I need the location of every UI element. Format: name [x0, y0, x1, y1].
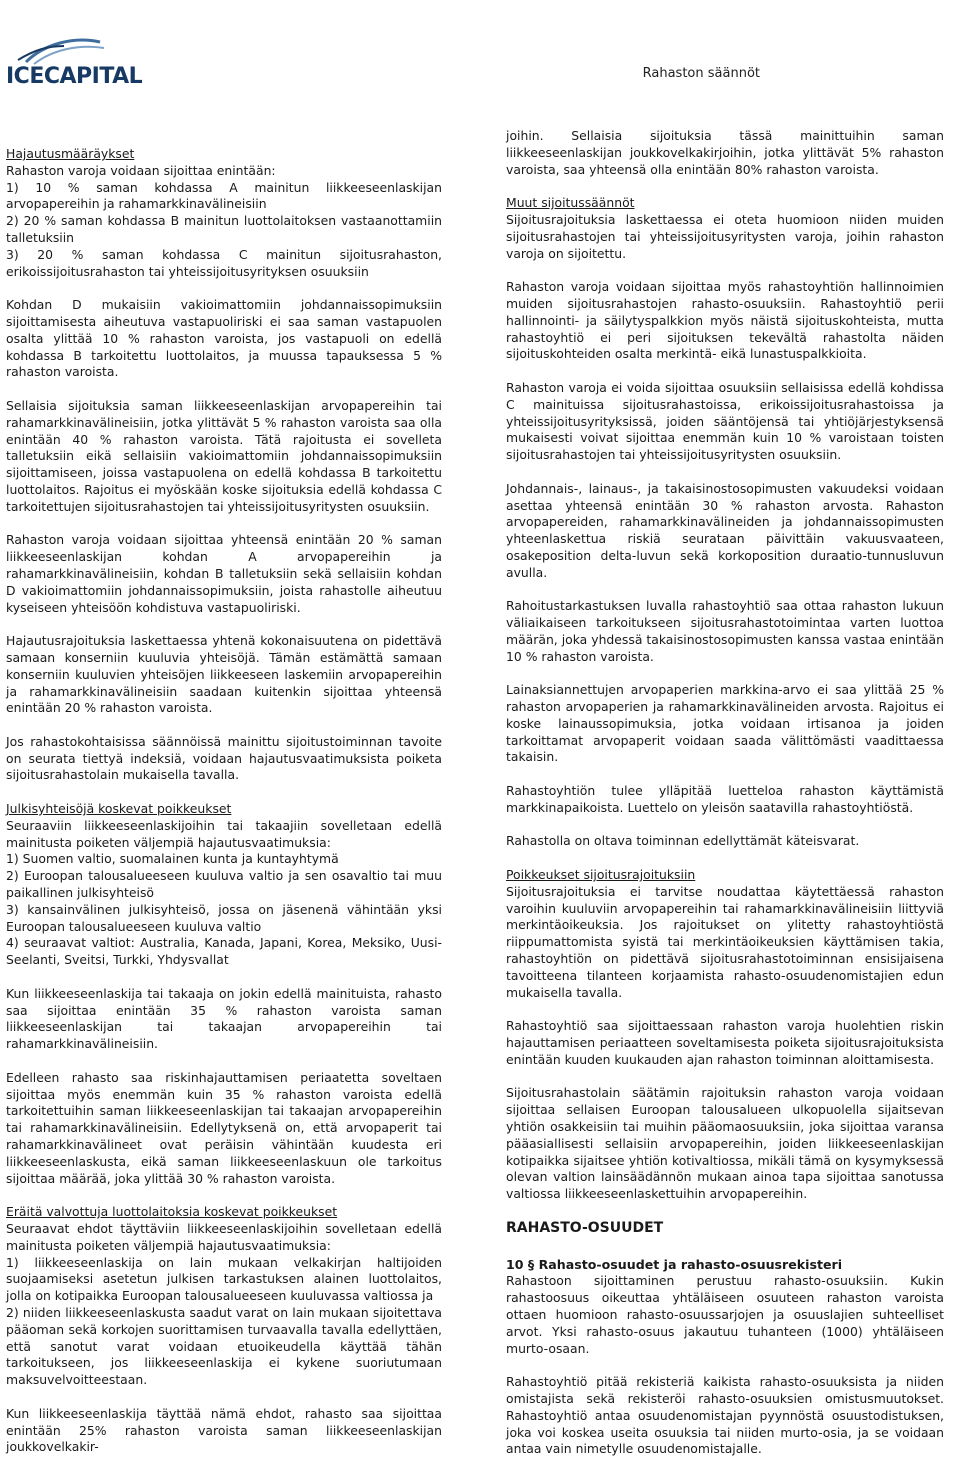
paragraph: Lainaksiannettujen arvopaperien markkina-arvo ei saa ylittää 25 % rahaston arvopaperien ja rahamarkkinavälineiden arvosta. Rajoitus ei koske lainaussopimuksia, jotka voidaan irtisanoa ja joiden tarkoittamat arvopaperit voidaan saada välittömästi vaadittaessa takaisin.	[506, 682, 944, 765]
right-column	[506, 128, 944, 1458]
section-heading: Poikkeukset sijoitusrajoituksiin	[506, 867, 696, 883]
list-item: Seuraaviin liikkeeseenlaskijoihin tai takaajiin sovelletaan edellä mainitusta poiketen väljempiä hajautusvaatimuksia:	[6, 817, 442, 850]
logo-waves-icon	[4, 34, 132, 68]
logo-wordmark: ICECAPITAL	[6, 64, 143, 89]
paragraph: Kun liikkeeseenlaskija täyttää nämä ehdot, rahasto saa sijoittaa enintään 25% rahaston varoista saman liikkeeseenlaskijan joukkovelkakir-	[6, 1405, 442, 1455]
diversification-block	[6, 146, 442, 280]
section-title: RAHASTO-OSUUDET	[506, 1219, 664, 1236]
section-heading: Muut sijoitussäännöt	[506, 195, 635, 211]
paragraph: Rahastoyhtiön tulee ylläpitää luetteloa rahaston käyttämistä markkinapaikoista. Luettelo on yleisön saatavilla rahastoyhtiöstä.	[506, 783, 944, 815]
list-item: Seuraavat ehdot täyttäviin liikkeeseenlaskijoihin sovelletaan edellä mainitusta poiketen väljempiä hajautusvaatimuksia:	[6, 1221, 442, 1253]
paragraph: Rahaston varoja voidaan sijoittaa yhteensä enintään 20 % saman liikkeeseenlaskijan kohdan A arvopapereihin ja rahamarkkinavälineisiin, kohdan B talletuksiin sekä sellaisiin kohdan D vakioimattomiin johdannaissopimuksiin, joista rahastolle aiheutuu kyseiseen yhteisöön kohdistuva vastapuoliriski.	[6, 532, 442, 615]
section-heading: Hajautusmääräykset	[6, 146, 135, 161]
other-rules-block	[506, 195, 944, 262]
paragraph: Kun liikkeeseenlaskija tai takaaja on jokin edellä mainituista, rahasto saa sijoittaa enintään 35 % rahaston varoista saman liikkeeseenlaskijan tai takaajan arvopapereihin tai rahamarkkinavälineisiin.	[6, 985, 442, 1052]
paragraph: Sijoitusrajoituksia laskettaessa ei oteta huomioon niiden muiden sijoitusrahastojen tai yhteissijoitusyritysten varoja, joihin rahaston varoja on sijoitettu.	[506, 211, 944, 261]
paragraph: Sijoitusrajoituksia ei tarvitse noudattaa käytettäessä rahaston varoihin kuuluviin arvopapereihin tai rahamarkkinavälineisiin liittyviä merkintäoikeuksia. Jos rajoitukset on ylitetty rahastoyhtiöstä riippumattomista syistä tai merkintäoikeuksien käyttämisen takia, rahastoyhtiön on pidettävä sijoitusrahastotoiminnan ensisijaisena tavoitteena tilanteen korjaamista rahasto-osuudenomistajien edun mukaisella tavalla.	[506, 883, 944, 1000]
paragraph: Rahaston varoja ei voida sijoittaa osuuksiin sellaisissa edellä kohdissa C mainituissa sijoitusrahastoissa, erikoissijoitusrahastoissa ja yhteissijoitusyrityksissä, joiden sääntöjensä tai yhtiöjärjestyksensä mukaisesti voivat sijoittaa enemmän kuin 10 % varoistaan toisten sijoitusrahastojen tai yhteissijoitusyritysten osuuksiin.	[506, 379, 944, 463]
paragraph: Rahastolla on oltava toiminnan edellyttämät käteisvarat.	[506, 833, 860, 849]
list-item: 1) liikkeeseenlaskija on lain mukaan velkakirjan haltijoiden suojaamiseksi asetetun julkisen tarkastuksen alainen luottolaitos, jolla on kotipaikka Euroopan talousalueeseen kuuluvassa valtiossa ja	[6, 1254, 442, 1304]
list-item: 1) Suomen valtio, suomalainen kunta ja kuntayhtymä	[6, 851, 339, 867]
paragraph: Sellaisia sijoituksia saman liikkeeseenlaskijan arvopapereihin tai rahamarkkinavälineisiin, jotka ylittävät 5 % rahaston varoista saa olla enintään 40 % rahaston varoista. Tätä rajoitusta ei sovelleta talletuksiin eikä sellaisiin vakioimattomiin johdannaissopimuksiin sijoittamiseen, joissa vastapuolena on edellä kohdassa B tarkoitettu luottolaitos. Rajoitus ei myöskään koske sijoituksia edellä kohdassa C tarkoitettujen sijoitusrahastojen tai yhteissijoitusyritysten osuuksiin.	[6, 397, 442, 514]
left-column	[6, 146, 442, 1456]
document-title: Rahaston säännöt	[642, 66, 760, 81]
public-entities-block	[6, 801, 442, 969]
list-item: 1) 10 % saman kohdassa A mainitun liikkeeseenlaskijan arvopapereihin ja rahamarkkinavälineisiin	[6, 179, 442, 212]
paragraph: Rahastoyhtiö saa sijoittaessaan rahaston varoja huolehtien riskin hajauttamisen periaatteen soveltamisesta poiketa sijoitusrajoituksista enintään kuuden kuukauden ajan rahaston toiminnan aloittamisesta.	[506, 1018, 944, 1067]
credit-institutions-block	[6, 1204, 442, 1389]
section-heading: Julkisyhteisöjä koskevat poikkeukset	[6, 801, 232, 817]
exceptions-block	[506, 867, 944, 1001]
list-item: Rahaston varoja voidaan sijoittaa enintään:	[6, 162, 276, 178]
list-item: 2) 20 % saman kohdassa B mainitun luottolaitoksen vastaanottamiin talletuksiin	[6, 213, 442, 245]
subsection-title: 10 § Rahasto-osuudet ja rahasto-osuusrekisteri	[506, 1256, 843, 1272]
paragraph: joihin. Sellaisia sijoituksia tässä mainittuihin saman liikkeeseenlaskijan joukkovelkakirjoihin, jotka ylittävät 5% rahaston varoista, saa yhteensä olla enintään 80% rahaston varoista.	[506, 128, 944, 177]
list-item: 2) Euroopan talousalueeseen kuuluva valtio ja sen osavaltio tai muu paikallinen julkisyhteisö	[6, 868, 442, 901]
section-heading: Eräitä valvottuja luottolaitoksia koskevat poikkeukset	[6, 1204, 338, 1220]
paragraph: Rahaston varoja voidaan sijoittaa myös rahastoyhtiön hallinnoimien muiden sijoitusrahastojen rahasto-osuuksiin. Rahastoyhtiö perii hallinnointi- ja säilytyspalkkion myös näistä sijoituskohteista, mutta rahastoyhtiö ei peri sijoituksen tekevältä rahastolta näiden sijoituskohteiden osalta merkintä- eikä lunastuspalkkioita.	[506, 279, 944, 362]
list-item: 4) seuraavat valtiot: Australia, Kanada, Japani, Korea, Meksiko, Uusi-Seelanti, Sveitsi, Turkki, Yhdysvallat	[6, 935, 442, 968]
paragraph: Hajautusrajoituksia laskettaessa yhtenä kokonaisuutena on pidettävä samaan konserniin kuuluvia yhteisöjä. Tämän estämättä samaan konserniin kuuluvien yhteisöjen liikkeeseen laskemiin arvopapereihin ja rahamarkkinavälineisiin saadaan kuitenkin sijoittaa yhteensä enintään 20 % rahaston varoista.	[6, 633, 442, 716]
list-item: 2) niiden liikkeeseenlaskusta saadut varat on lain mukaan sijoitettava pääoman sekä korkojen suorittamisen turvaavalla tavalla edellyttäen, että sanotut varat voidaan etuoikeudella käyttää tähän tarkoitukseen, jos liikkeeseenlaskija ei kykene suoriutumaan maksuvelvoitteestaan.	[6, 1304, 442, 1388]
paragraph: Kohdan D mukaisiin vakioimattomiin johdannaissopimuksiin sijoittamisesta aiheutuva vastapuoliriski ei saa saman vastapuolen osalta ylittää 10 % rahaston varoista, jos vastapuoli on edellä kohdassa B tarkoitettu luottolaitos, ja muussa tapauksessa 5 % rahaston varoista.	[6, 297, 442, 380]
paragraph: Jos rahastokohtaisissa säännöissä mainittu sijoitustoiminnan tavoite on seurata tiettyä indeksiä, voidaan hajautusvaatimuksista poiketa sijoitusrahastolain mukaisella tavalla.	[6, 733, 442, 783]
paragraph: Sijoitusrahastolain säätämin rajoituksin rahaston varoja voidaan sijoittaa sellaisen Euroopan talousalueen ulkopuolella sijaitsevan yhtiön osakkeisiin tai muihin pääomaosuuksiin, joka sijoittaa varansa pääasiallisesti sellaisiin arvopapereihin, joiden liikkeeseenlaskijan kotipaikka sijaitsee yhtiön kotivaltiossa, mikäli tämä on kysymyksessä olevan valtion lainsäädännön mukaan ainoa tapa sijoittaa sanotussa valtiossa liikkeeseenlaskettuihin arvopapereihin.	[506, 1085, 944, 1202]
paragraph: Johdannais-, lainaus-, ja takaisinostosopimusten vakuudeksi voidaan asettaa yhteensä enintään 30 % rahaston arvosta. Rahaston arvopapereiden, rahamarkkinavälineiden ja johdannaissopimusten yhteenlaskettua riskiä seurataan päivittäin vakuusvaateen, osakeposition delta-luvun sekä korkoposition duraatio-tunnusluvun avulla.	[506, 480, 944, 580]
paragraph: Rahastoyhtiö pitää rekisteriä kaikista rahasto-osuuksista ja niiden omistajista sekä rekisteröi rahasto-osuuksien omistusmuutokset. Rahastoyhtiö antaa osuudenomistajan pyynnöstä osuustodistuksen, joka voi koskea useita osuuksia tai niiden murto-osia, ja se voidaan antaa vain nimetylle osuudenomistajalle.	[506, 1374, 944, 1457]
list-item: 3) kansainvälinen julkisyhteisö, jossa on jäsenenä vähintään yksi Euroopan talousalueeseen kuuluva valtio	[6, 901, 442, 934]
paragraph: Edelleen rahasto saa riskinhajauttamisen periaatetta soveltaen sijoittaa myös enemmän kuin 35 % rahaston varoista edellä tarkoitettuihin saman liikkeeseenlaskijan tai takaajan arvopapereihin tai rahamarkkinavälineisiin. Edellytyksenä on, että arvopaperit tai rahamarkkinavälineet ovat peräisin vähintään kuudesta eri liikkeeseenlaskusta, eikä saman liikkeeseenlaskuun ole tarkoitus sijoittaa määrää, joka ylittää 30 % rahaston varoista.	[6, 1069, 442, 1186]
icecapital-logo	[4, 34, 143, 94]
paragraph: Rahoitustarkastuksen luvalla rahastoyhtiö saa ottaa rahaston lukuun väliaikaiseen tarkoitukseen sijoitusrahastotoimintaa varten luottoa määrän, joka yhdessä takaisinostosopimusten kanssa vastaa enintään 10 % rahaston varoista.	[506, 598, 944, 664]
paragraph: Rahastoon sijoittaminen perustuu rahasto-osuuksiin. Kukin rahastoosuus oikeuttaa yhtäläiseen osuuteen rahaston varoista ottaen huomioon rahasto-osuussarjojen ja osuuslajien suhteelliset arvot. Yksi rahasto-osuus jakautuu tuhanteen (1000) yhtäläiseen murto-osaan.	[506, 1273, 944, 1356]
list-item: 3) 20 % saman kohdassa C mainitun sijoitusrahaston, erikoissijoitusrahaston tai yhteissijoitusyrityksen osuuksiin	[6, 246, 442, 279]
